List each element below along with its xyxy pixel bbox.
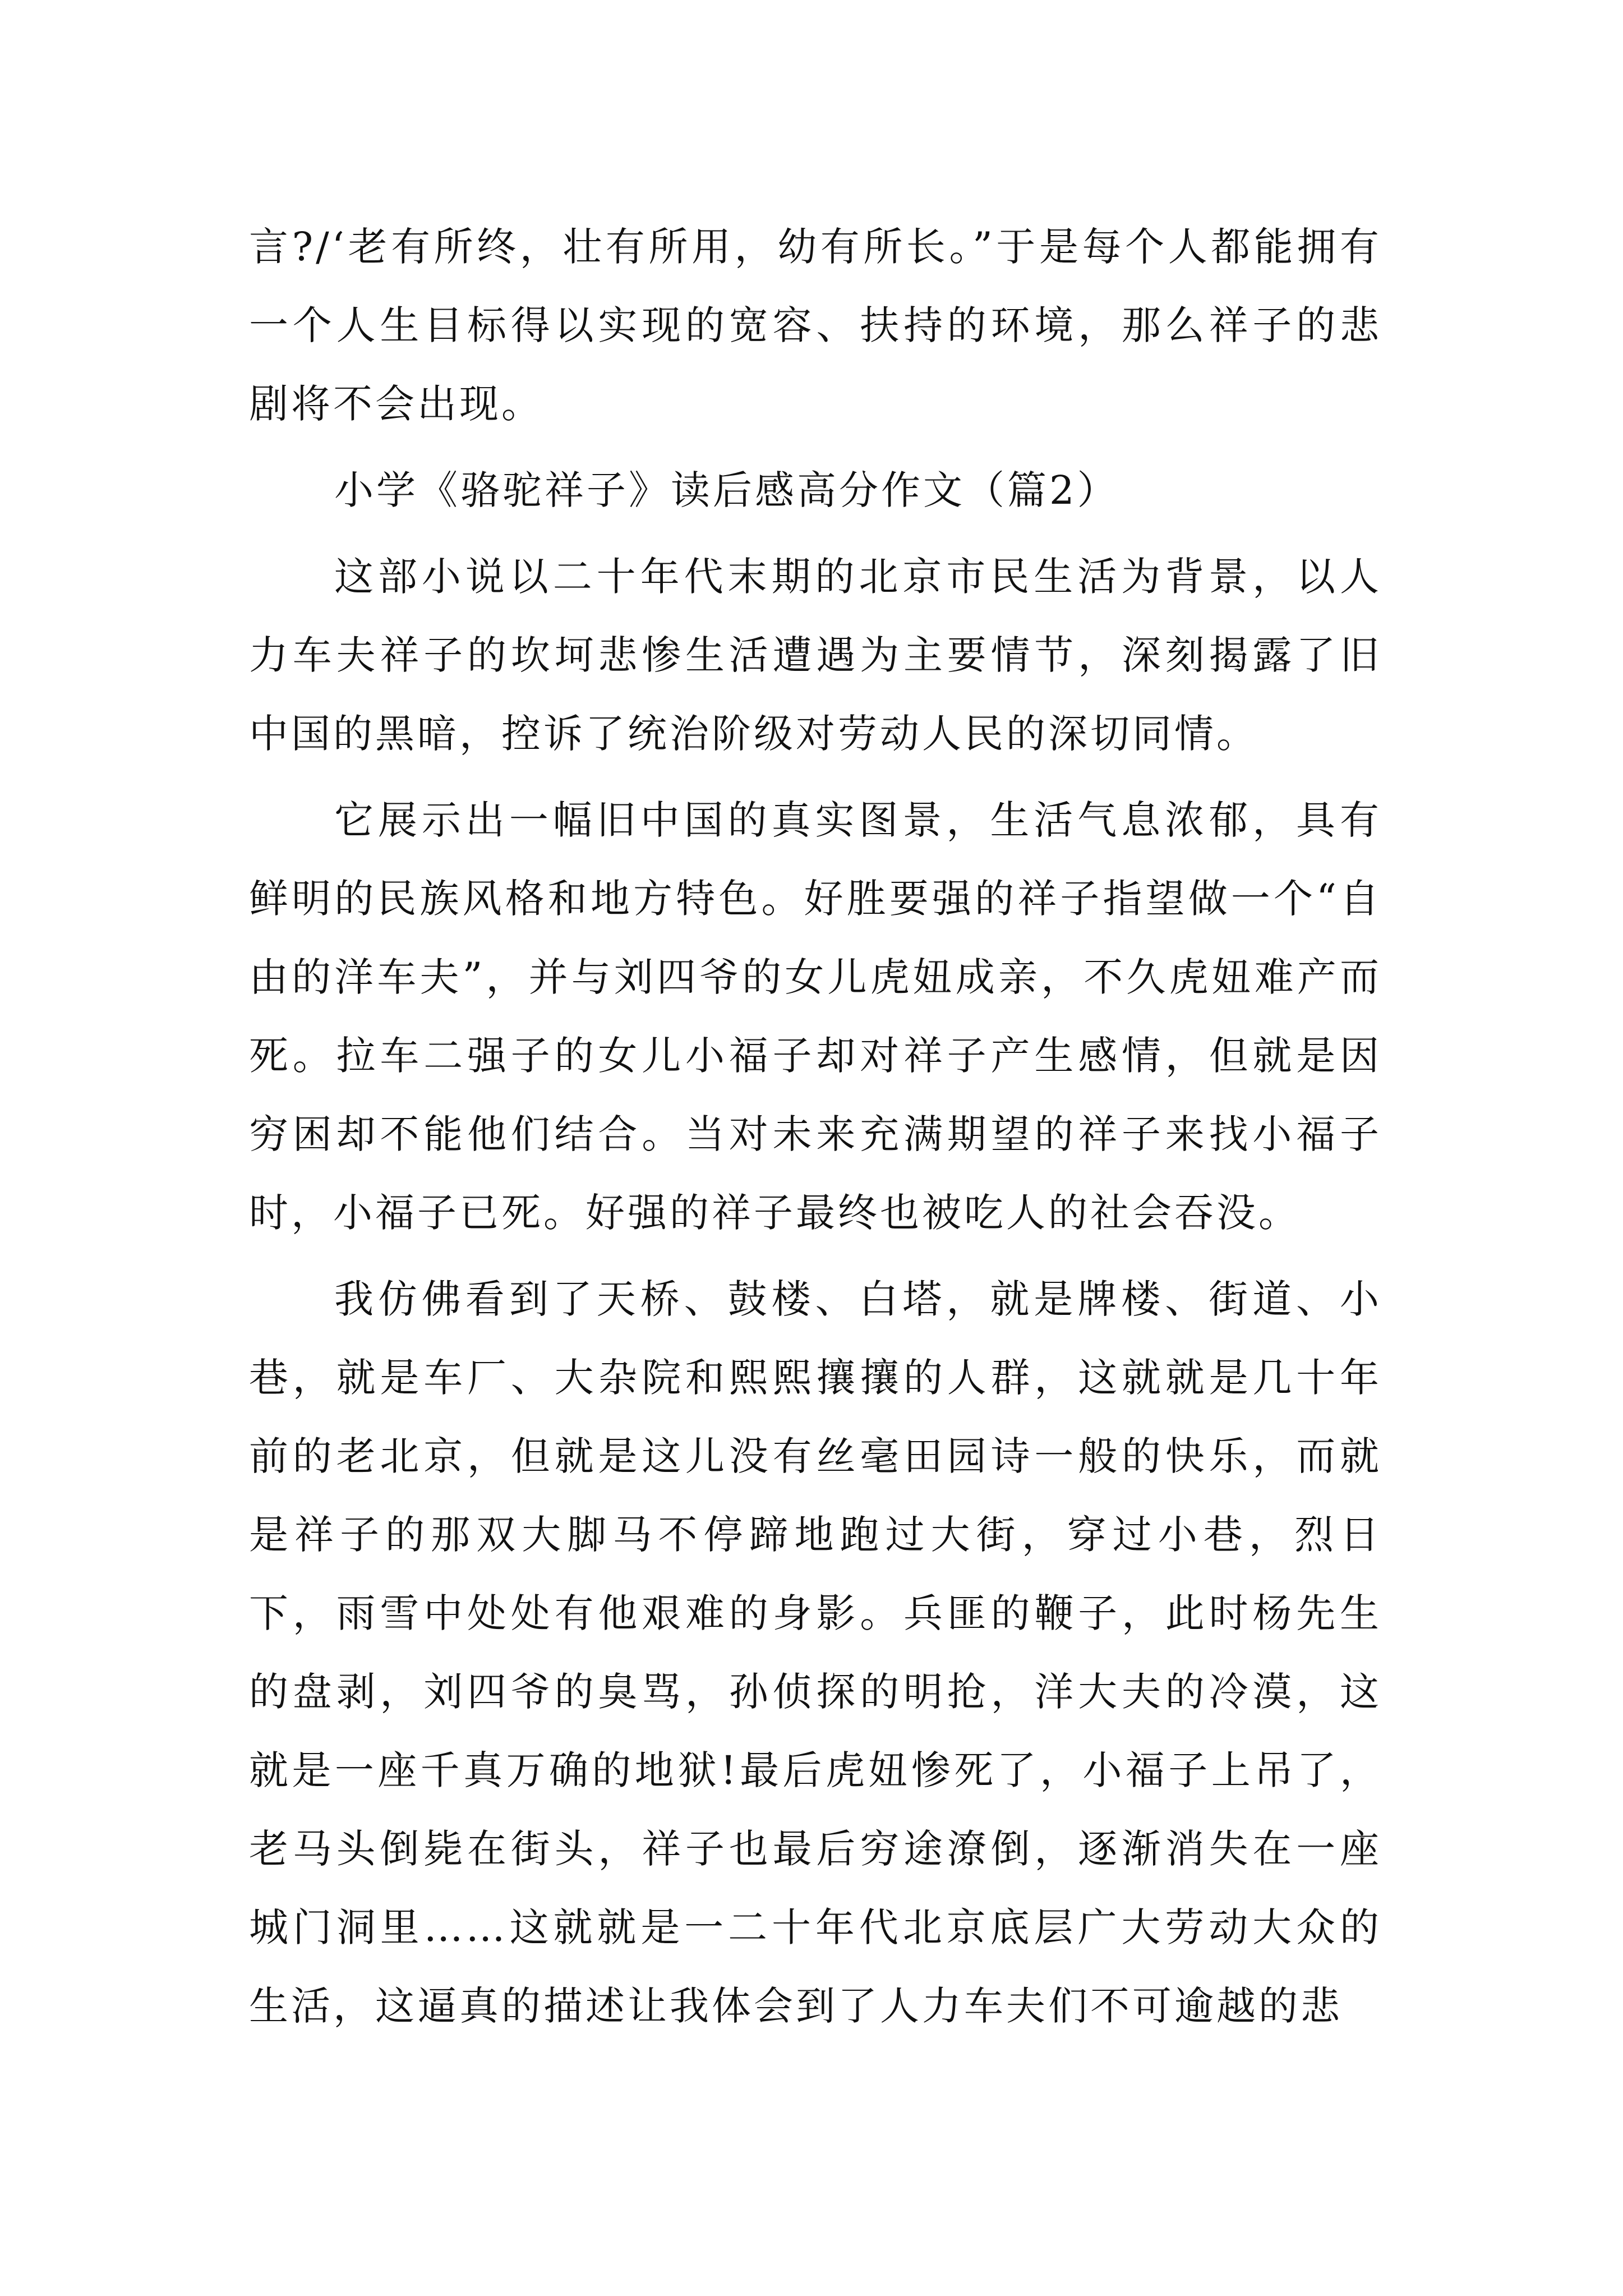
section-heading: 小学《骆驼祥子》读后感高分作文（篇2） xyxy=(334,467,1119,513)
paragraph-story-summary: 它展示出一幅旧中国的真实图景，生活气息浓郁，具有鲜明的民族风格和地方特色。好胜要强的祥子指望做一个“自由的洋车夫”，并与刘四爷的女儿虎妞成亲，不久虎妞难产而死。拉车二强子的女儿小福子却对祥子产生感情，但就是因穷困却不能他们结合。当对未来充满期望的祥子来找小福子时，小福子已死。好强的祥子最终也被吃人的社会吞没。 xyxy=(249,797,1382,1236)
paragraph-old-beijing: 我仿佛看到了天桥、鼓楼、白塔，就是牌楼、街道、小巷，就是车厂、大杂院和熙熙攘攘的人群，这就就是几十年前的老北京，但就是这儿没有丝毫田园诗一般的快乐，而就是祥子的那双大脚马不停蹄地跑过大街，穿过小巷，烈日下，雨雪中处处有他艰难的身影。兵匪的鞭子，此时杨先生的盘剥，刘四爷的臭骂，孙侦探的明抢，洋大夫的冷漠，这就是一座千真万确的地狱!最后虎妞惨死了，小福子上吊了，老马头倒毙在街头，祥子也最后穷途潦倒，逐渐消失在一座城门洞里……这就就是一二十年代北京底层广大劳动大众的生活，这逼真的描述让我体会到了人力车夫们不可逾越的悲 xyxy=(249,1276,1382,2029)
document-body xyxy=(249,208,1382,2045)
paragraph-continuation: 言?/‘老有所终，壮有所用，幼有所长。”于是每个人都能拥有一个人生目标得以实现的宽容、扶持的环境，那么祥子的悲剧将不会出现。 xyxy=(249,224,1382,427)
paragraph-intro: 这部小说以二十年代末期的北京市民生活为背景，以人力车夫祥子的坎坷悲惨生活遭遇为主要情节，深刻揭露了旧中国的黑暗，控诉了统治阶级对劳动人民的深切同情。 xyxy=(249,554,1382,757)
